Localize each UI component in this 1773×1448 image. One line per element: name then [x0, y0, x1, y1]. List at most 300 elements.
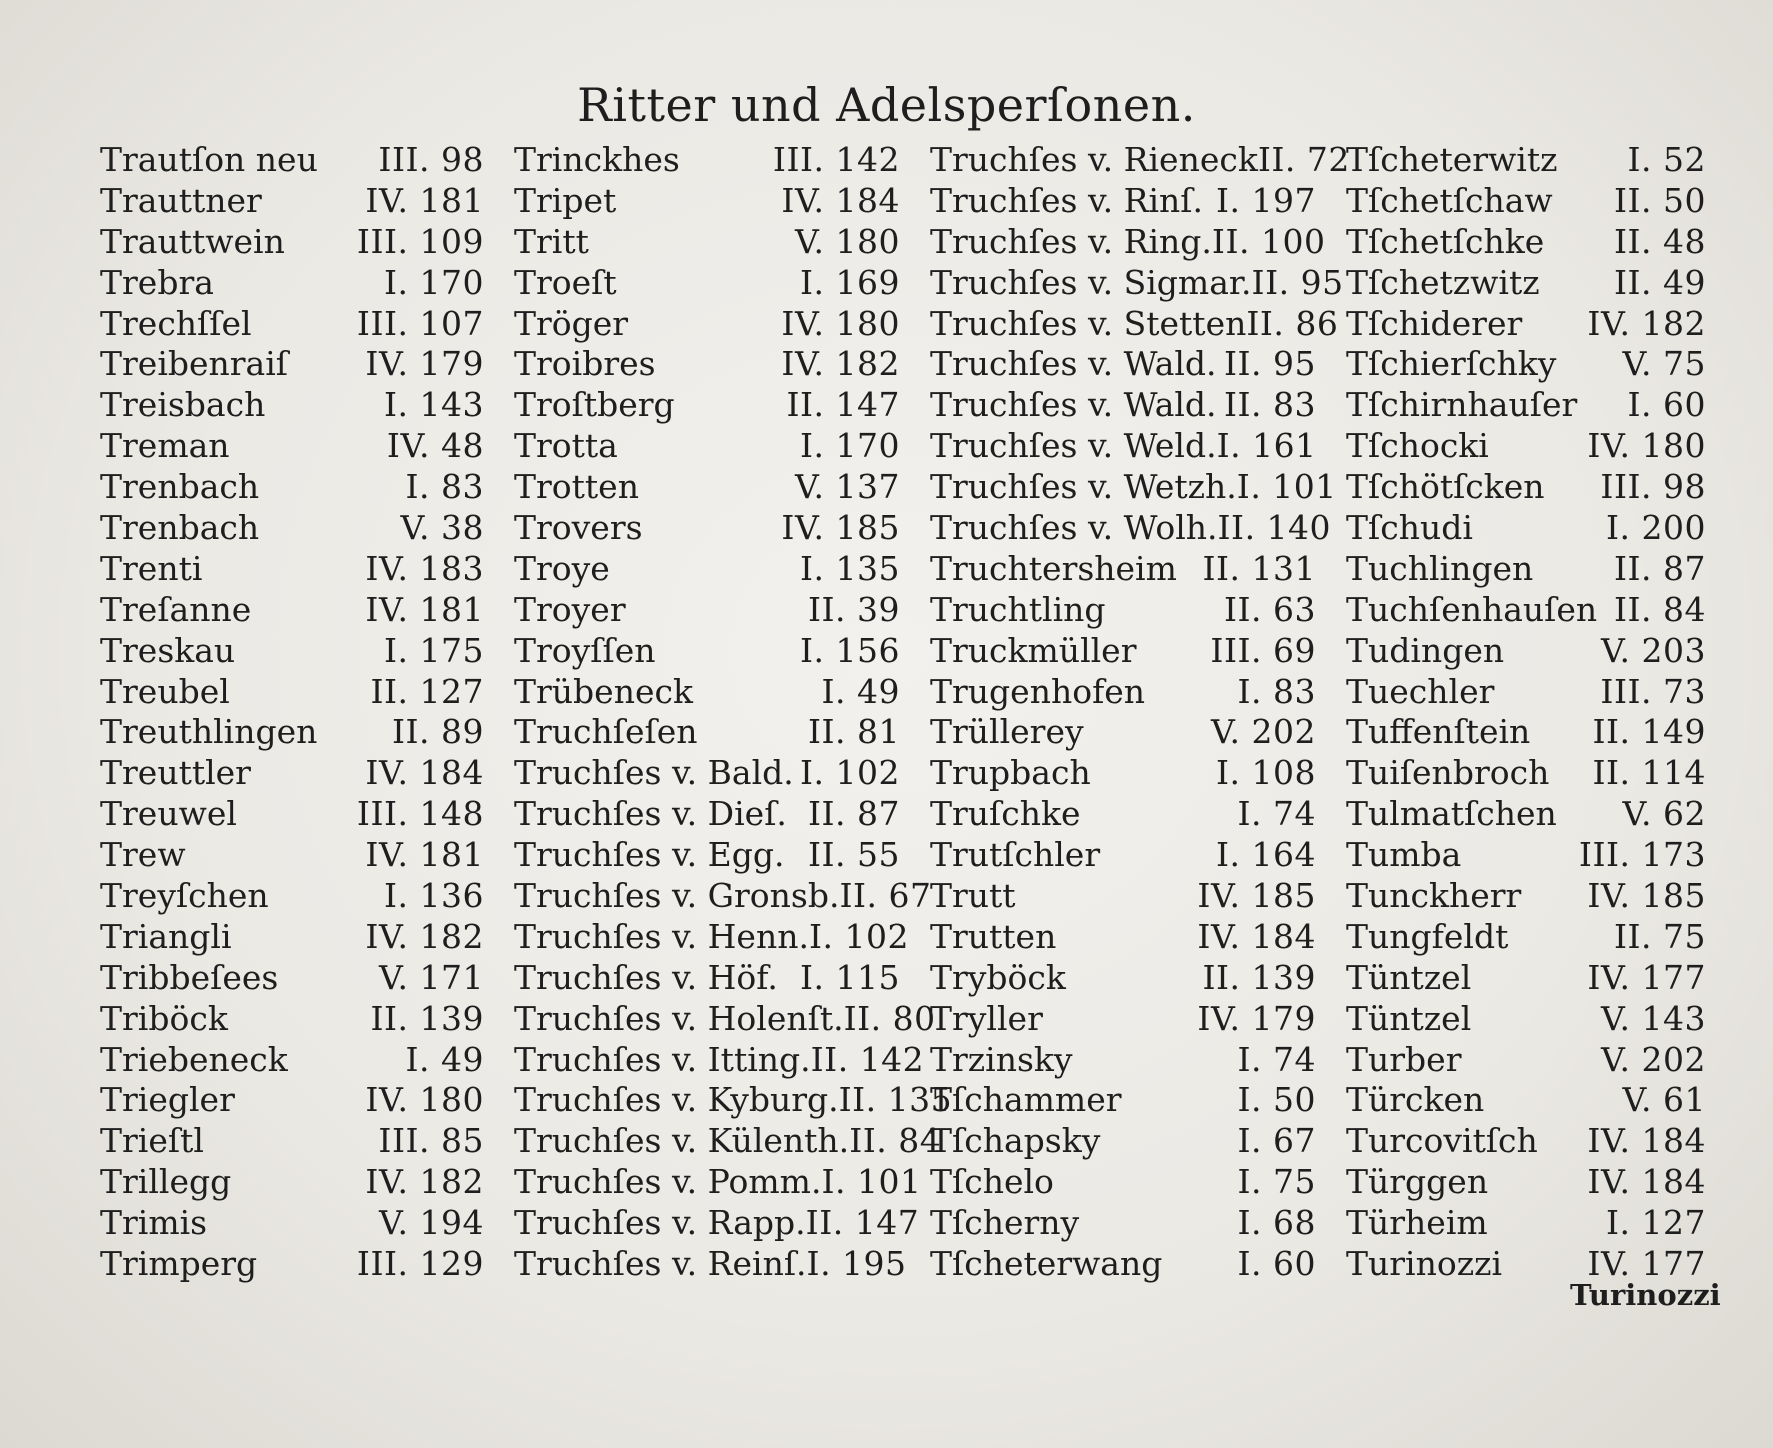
- entry-reference: I. 49: [405, 1039, 484, 1079]
- entry-name: Turinozzi: [1346, 1244, 1503, 1284]
- entry-reference: III. 107: [356, 303, 484, 343]
- entry-reference: IV. 184: [365, 753, 484, 793]
- entry-reference: III. 69: [1210, 630, 1316, 670]
- entry-reference: IV. 180: [1587, 426, 1706, 466]
- entry-reference: I. 52: [1627, 140, 1706, 179]
- entry-name: Truchſes v. Reinſ.: [514, 1244, 807, 1284]
- entry-reference: III. 173: [1578, 835, 1706, 875]
- entry-reference: III. 85: [378, 1121, 484, 1161]
- entry-reference: I. 83: [1237, 671, 1316, 711]
- entry-reference: IV. 180: [365, 1080, 484, 1120]
- entry-reference: II. 63: [1223, 589, 1316, 629]
- index-entry: [930, 303, 1339, 345]
- entry-name: Trzinsky: [930, 1039, 1073, 1079]
- entry-reference: III. 98: [378, 140, 484, 179]
- entry-name: Trotten: [514, 467, 639, 507]
- entry-reference: IV. 183: [365, 548, 484, 588]
- index-entry: [930, 140, 1350, 181]
- entry-reference: I. 156: [799, 630, 900, 670]
- entry-name: Truchſes v. Dieſ.: [514, 794, 787, 834]
- entry-reference: IV. 184: [1197, 916, 1316, 956]
- entry-name: Truchſes v. Holenſt.: [514, 998, 844, 1038]
- index-entry: [930, 590, 1316, 631]
- entry-name: Tripet: [514, 180, 617, 220]
- entry-name: Truchſes v. Wetzh.: [930, 467, 1237, 507]
- entry-name: Troyſſen: [514, 630, 656, 670]
- index-entry: [100, 917, 484, 958]
- entry-name: Tulmatſchen: [1346, 794, 1557, 834]
- entry-reference: III. 129: [356, 1244, 484, 1284]
- entry-reference: V. 194: [378, 1203, 484, 1243]
- index-entry: [1346, 1040, 1706, 1081]
- entry-reference: II. 135: [838, 1080, 953, 1120]
- index-entry: [100, 1121, 484, 1162]
- entry-reference: II. 81: [807, 712, 900, 752]
- entry-name: Tudingen: [1346, 630, 1505, 670]
- entry-name: Truchſes v. Pomm.: [514, 1162, 822, 1202]
- entry-reference: V. 202: [1210, 712, 1316, 752]
- entry-name: Tuffenſtein: [1346, 712, 1531, 752]
- entry-name: Trieſtl: [100, 1121, 204, 1161]
- index-entry: [930, 1203, 1316, 1244]
- entry-name: Truchſes v. Rapp.: [514, 1203, 806, 1243]
- index-entry: [1346, 467, 1706, 508]
- index-entry: [930, 549, 1316, 590]
- entry-reference: I. 195: [806, 1244, 907, 1284]
- index-entry: [514, 549, 900, 590]
- entry-name: Trew: [100, 835, 186, 875]
- entry-reference: I. 115: [799, 957, 900, 997]
- index-entry: [930, 508, 1332, 549]
- index-entry: [930, 426, 1316, 467]
- entry-reference: IV. 185: [1197, 876, 1316, 916]
- entry-name: Trovers: [514, 508, 643, 548]
- index-entry: [930, 1244, 1316, 1285]
- entry-reference: II. 87: [1613, 548, 1706, 588]
- entry-name: Trauttner: [100, 180, 262, 220]
- entry-name: Truchſes v. Höf.: [514, 957, 778, 997]
- entry-name: Truckmüller: [930, 630, 1137, 670]
- entry-name: Trutten: [930, 916, 1057, 956]
- entry-name: Turcovitſch: [1346, 1121, 1538, 1161]
- index-entry: [1346, 1121, 1706, 1162]
- entry-name: Truchſes v. Wald.: [930, 385, 1217, 425]
- entry-reference: I. 135: [799, 548, 900, 588]
- entry-reference: II. 86: [1246, 303, 1339, 343]
- entry-reference: IV. 180: [781, 303, 900, 343]
- entry-name: Tuiſenbroch: [1346, 753, 1550, 793]
- entry-name: Triangli: [100, 916, 232, 956]
- entry-name: Treman: [100, 426, 230, 466]
- entry-reference: I. 143: [383, 385, 484, 425]
- index-entry: [514, 140, 900, 181]
- entry-name: Treſanne: [100, 589, 252, 629]
- index-entry: [514, 835, 900, 876]
- entry-name: Tſchudi: [1346, 508, 1473, 548]
- entry-reference: II. 80: [843, 998, 936, 1038]
- entry-name: Trübeneck: [514, 671, 693, 711]
- index-entry: [100, 999, 484, 1040]
- entry-reference: I. 74: [1237, 1039, 1316, 1079]
- entry-reference: V. 62: [1622, 794, 1706, 834]
- entry-name: Truchſes v. Egg.: [514, 835, 785, 875]
- entry-reference: IV. 185: [1587, 876, 1706, 916]
- entry-name: Trugenhofen: [930, 671, 1146, 711]
- index-entry: [930, 1080, 1316, 1121]
- entry-reference: II. 48: [1613, 221, 1706, 261]
- entry-reference: II. 83: [1223, 385, 1316, 425]
- entry-name: Truchtling: [930, 589, 1106, 629]
- index-column-4: [1346, 140, 1706, 1285]
- entry-reference: II. 127: [370, 671, 484, 711]
- entry-reference: I. 68: [1237, 1203, 1316, 1243]
- index-entry: [100, 222, 484, 263]
- entry-reference: I. 74: [1237, 794, 1316, 834]
- index-entry: [1346, 999, 1706, 1040]
- index-entry: [1346, 1203, 1706, 1244]
- entry-reference: IV. 181: [365, 589, 484, 629]
- index-entry: [100, 958, 484, 999]
- entry-name: Triböck: [100, 998, 228, 1038]
- entry-name: Truchſes v. Sigmar.: [930, 262, 1252, 302]
- entry-name: Trenbach: [100, 508, 260, 548]
- entry-name: Tunckherr: [1346, 876, 1522, 916]
- entry-reference: I. 108: [1215, 753, 1316, 793]
- index-entry: [1346, 140, 1706, 181]
- entry-name: Tſchierſchky: [1346, 344, 1557, 384]
- entry-reference: II. 39: [807, 589, 900, 629]
- entry-name: Truchſes v. Henn.: [514, 916, 809, 956]
- index-entry: [930, 917, 1316, 958]
- entry-reference: I. 169: [799, 262, 900, 302]
- entry-reference: II. 95: [1251, 262, 1344, 302]
- index-entry: [514, 181, 900, 222]
- index-entry: [930, 999, 1316, 1040]
- entry-name: Tryböck: [930, 957, 1066, 997]
- entry-reference: IV. 177: [1587, 957, 1706, 997]
- entry-name: Trenti: [100, 548, 203, 588]
- index-entry: [1346, 958, 1706, 999]
- index-entry: [514, 222, 900, 263]
- entry-reference: I. 102: [799, 753, 900, 793]
- entry-name: Truchſes v. Bald.: [514, 753, 794, 793]
- entry-reference: I. 161: [1216, 426, 1317, 466]
- entry-reference: II. 49: [1613, 262, 1706, 302]
- entry-name: Tſchetſchaw: [1346, 180, 1553, 220]
- index-entry: [100, 590, 484, 631]
- entry-name: Tſcheterwang: [930, 1244, 1163, 1284]
- index-entry: [1346, 304, 1706, 345]
- entry-reference: I. 50: [1237, 1080, 1316, 1120]
- index-entry: [100, 1040, 484, 1081]
- entry-reference: II. 95: [1223, 344, 1316, 384]
- entry-reference: II. 140: [1217, 508, 1332, 548]
- index-entry: [1346, 1162, 1706, 1203]
- index-entry: [100, 1203, 484, 1244]
- index-entry: [514, 590, 900, 631]
- entry-reference: III. 98: [1600, 467, 1706, 507]
- entry-name: Trotta: [514, 426, 618, 466]
- entry-name: Truchſes v. Ring.: [930, 221, 1212, 261]
- entry-reference: II. 149: [1592, 712, 1706, 752]
- entry-reference: III. 148: [356, 794, 484, 834]
- entry-reference: I. 75: [1237, 1162, 1316, 1202]
- index-entry: [100, 1080, 484, 1121]
- entry-name: Troye: [514, 548, 610, 588]
- entry-reference: I. 83: [405, 467, 484, 507]
- entry-reference: V. 203: [1600, 630, 1706, 670]
- index-entry: [930, 672, 1316, 713]
- index-entry: [514, 1162, 922, 1203]
- entry-reference: II. 139: [370, 998, 484, 1038]
- entry-reference: I. 170: [383, 262, 484, 302]
- index-entry: [1346, 794, 1706, 835]
- entry-reference: I. 175: [383, 630, 484, 670]
- index-entry: [100, 753, 484, 794]
- entry-reference: IV. 182: [365, 1162, 484, 1202]
- entry-name: Troſtberg: [514, 385, 675, 425]
- index-entry: [514, 344, 900, 385]
- entry-reference: V. 171: [378, 957, 484, 997]
- index-entry: [1346, 181, 1706, 222]
- entry-name: Tſchetzwitz: [1346, 262, 1540, 302]
- entry-reference: IV. 185: [781, 508, 900, 548]
- index-entry: [930, 262, 1344, 304]
- index-entry: [1346, 385, 1706, 426]
- entry-name: Treibenraiſ: [100, 344, 288, 384]
- entry-reference: IV. 48: [386, 426, 484, 466]
- index-column-2: [514, 140, 953, 1285]
- entry-name: Truchſes v. Wolh.: [930, 508, 1218, 548]
- entry-name: Triegler: [100, 1080, 235, 1120]
- index-entry: [514, 916, 909, 958]
- index-entry: [100, 140, 484, 181]
- entry-reference: I. 164: [1215, 835, 1316, 875]
- entry-reference: II. 67: [839, 876, 932, 916]
- entry-reference: II. 100: [1211, 221, 1326, 261]
- entry-reference: II. 142: [810, 1039, 925, 1079]
- index-entry: [930, 1040, 1316, 1081]
- entry-name: Tungfeldt: [1346, 916, 1509, 956]
- index-entry: [100, 304, 484, 345]
- entry-reference: IV. 181: [365, 835, 484, 875]
- index-entry: [514, 753, 900, 794]
- entry-reference: II. 50: [1613, 180, 1706, 220]
- entry-reference: V. 75: [1622, 344, 1706, 384]
- entry-name: Treuwel: [100, 794, 237, 834]
- index-entry: [514, 958, 900, 999]
- entry-reference: IV. 182: [365, 916, 484, 956]
- entry-reference: IV. 184: [1587, 1121, 1706, 1161]
- entry-reference: I. 49: [821, 671, 900, 711]
- entry-reference: V. 143: [1600, 998, 1706, 1038]
- index-entry: [514, 263, 900, 304]
- entry-reference: IV. 179: [365, 344, 484, 384]
- entry-name: Troeſt: [514, 262, 617, 302]
- entry-name: Truchſes v. Rinſ.: [930, 180, 1204, 220]
- index-entry: [100, 712, 484, 753]
- entry-reference: I. 136: [383, 876, 484, 916]
- entry-name: Trinckhes: [514, 140, 680, 179]
- entry-reference: II. 131: [1202, 548, 1316, 588]
- index-entry: [930, 958, 1316, 999]
- index-entry: [1346, 1080, 1706, 1121]
- entry-reference: IV. 184: [1587, 1162, 1706, 1202]
- entry-reference: I. 60: [1237, 1244, 1316, 1284]
- entry-name: Tſchötſcken: [1346, 467, 1545, 507]
- index-entry: [100, 344, 484, 385]
- entry-name: Tſchirnhauſer: [1346, 385, 1578, 425]
- entry-name: Truſchke: [930, 794, 1081, 834]
- entry-name: Truchſes v. Gronsb.: [514, 876, 840, 916]
- entry-reference: V. 137: [794, 467, 900, 507]
- entry-name: Trenbach: [100, 467, 260, 507]
- entry-name: Trupbach: [930, 753, 1091, 793]
- index-entry: [1346, 549, 1706, 590]
- entry-name: Truchſeſen: [514, 712, 698, 752]
- index-entry: [1346, 631, 1706, 672]
- index-entry: [930, 344, 1316, 385]
- index-column-1: [100, 140, 484, 1285]
- entry-name: Tröger: [514, 303, 629, 343]
- index-entry: [514, 631, 900, 672]
- entry-reference: V. 61: [1622, 1080, 1706, 1120]
- entry-name: Trimis: [100, 1203, 208, 1243]
- index-entry: [1346, 753, 1706, 794]
- index-entry: [1346, 835, 1706, 876]
- index-entry: [1346, 672, 1706, 713]
- entry-name: Trutt: [930, 876, 1016, 916]
- index-entry: [514, 672, 900, 713]
- index-entry: [514, 467, 900, 508]
- entry-name: Trautſon neu: [100, 140, 318, 179]
- index-entry: [100, 181, 484, 222]
- entry-reference: II. 84: [849, 1121, 942, 1161]
- index-entry: [514, 876, 932, 917]
- entry-name: Tüntzel: [1346, 998, 1472, 1038]
- index-entry: [100, 1162, 484, 1203]
- index-column-3: [930, 140, 1350, 1285]
- entry-reference: II. 139: [1202, 957, 1316, 997]
- entry-reference: I. 60: [1627, 385, 1706, 425]
- entry-reference: I. 127: [1605, 1203, 1706, 1243]
- index-entry: [930, 835, 1316, 876]
- entry-name: Truchſes v. Wald.: [930, 344, 1217, 384]
- entry-name: Triebeneck: [100, 1039, 288, 1079]
- entry-name: Trutſchler: [930, 835, 1101, 875]
- index-entry: [930, 876, 1316, 917]
- index-entry: [100, 631, 484, 672]
- entry-name: Trüllerey: [930, 712, 1084, 752]
- entry-reference: II. 72: [1257, 140, 1350, 179]
- entry-reference: II. 147: [786, 385, 900, 425]
- entry-reference: II. 147: [805, 1203, 920, 1243]
- entry-reference: V. 180: [794, 221, 900, 261]
- entry-name: Türcken: [1346, 1080, 1485, 1120]
- entry-name: Tuchſenhauſen: [1346, 589, 1598, 629]
- index-entry: [100, 385, 484, 426]
- index-entry: [100, 263, 484, 304]
- entry-reference: I. 101: [1236, 467, 1337, 507]
- index-entry: [1346, 508, 1706, 549]
- entry-reference: III. 73: [1600, 671, 1706, 711]
- index-entry: [514, 1244, 907, 1285]
- index-entry: [514, 1039, 925, 1081]
- entry-name: Treskau: [100, 630, 236, 670]
- index-entry: [1346, 344, 1706, 385]
- entry-name: Trauttwein: [100, 221, 285, 261]
- index-entry: [514, 426, 900, 467]
- entry-reference: II. 89: [391, 712, 484, 752]
- entry-reference: II. 55: [807, 835, 900, 875]
- entry-name: Trillegg: [100, 1162, 232, 1202]
- entry-reference: III. 109: [356, 221, 484, 261]
- index-entry: [514, 1203, 920, 1244]
- index-entry: [1346, 917, 1706, 958]
- index-entry: [1346, 712, 1706, 753]
- entry-name: Truchſes v. Stetten: [930, 303, 1247, 343]
- entry-name: Truchtersheim: [930, 548, 1177, 588]
- entry-reference: II. 84: [1613, 589, 1706, 629]
- entry-name: Tſchocki: [1346, 426, 1489, 466]
- index-entry: [514, 508, 900, 549]
- index-entry: [100, 1244, 484, 1285]
- entry-name: Tſchapsky: [930, 1121, 1101, 1161]
- entry-name: Treuttler: [100, 753, 251, 793]
- entry-name: Treuthlingen: [100, 712, 318, 752]
- index-entry: [514, 794, 900, 835]
- index-entry: [1346, 590, 1706, 631]
- entry-name: Truchſes v. Kyburg.: [514, 1080, 839, 1120]
- index-entry: [1346, 876, 1706, 917]
- entry-name: Tſchiderer: [1346, 303, 1523, 343]
- entry-name: Tſcherny: [930, 1203, 1080, 1243]
- index-entry: [930, 712, 1316, 753]
- entry-reference: V. 202: [1600, 1039, 1706, 1079]
- entry-reference: II. 87: [807, 794, 900, 834]
- entry-name: Truchſes v. Itting.: [514, 1039, 811, 1079]
- index-entry: [100, 508, 484, 549]
- entry-reference: IV. 177: [1587, 1244, 1706, 1284]
- entry-name: Tſcheterwitz: [1346, 140, 1558, 179]
- index-entry: [930, 631, 1316, 672]
- index-entry: [930, 221, 1326, 263]
- entry-reference: I. 102: [808, 916, 909, 956]
- entry-reference: I. 197: [1215, 180, 1316, 220]
- index-entry: [930, 753, 1316, 794]
- entry-reference: II. 114: [1592, 753, 1706, 793]
- entry-reference: I. 170: [799, 426, 900, 466]
- index-entry: [930, 467, 1337, 508]
- index-entry: [100, 794, 484, 835]
- entry-reference: IV. 184: [781, 180, 900, 220]
- index-entry: [100, 426, 484, 467]
- entry-name: Troyer: [514, 589, 626, 629]
- index-entry: [930, 1162, 1316, 1203]
- entry-name: Truchſes v. Külenth.: [514, 1121, 850, 1161]
- index-entry: [930, 1121, 1316, 1162]
- index-entry: [100, 549, 484, 590]
- entry-name: Tryller: [930, 998, 1043, 1038]
- entry-name: Turber: [1346, 1039, 1462, 1079]
- entry-reference: V. 38: [400, 508, 484, 548]
- entry-name: Tuechler: [1346, 671, 1495, 711]
- entry-reference: II. 75: [1613, 916, 1706, 956]
- index-entry: [514, 1080, 953, 1121]
- index-entry: [930, 794, 1316, 835]
- page-title: Ritter und Adelsperſonen.: [577, 78, 1196, 132]
- entry-name: Tritt: [514, 221, 589, 261]
